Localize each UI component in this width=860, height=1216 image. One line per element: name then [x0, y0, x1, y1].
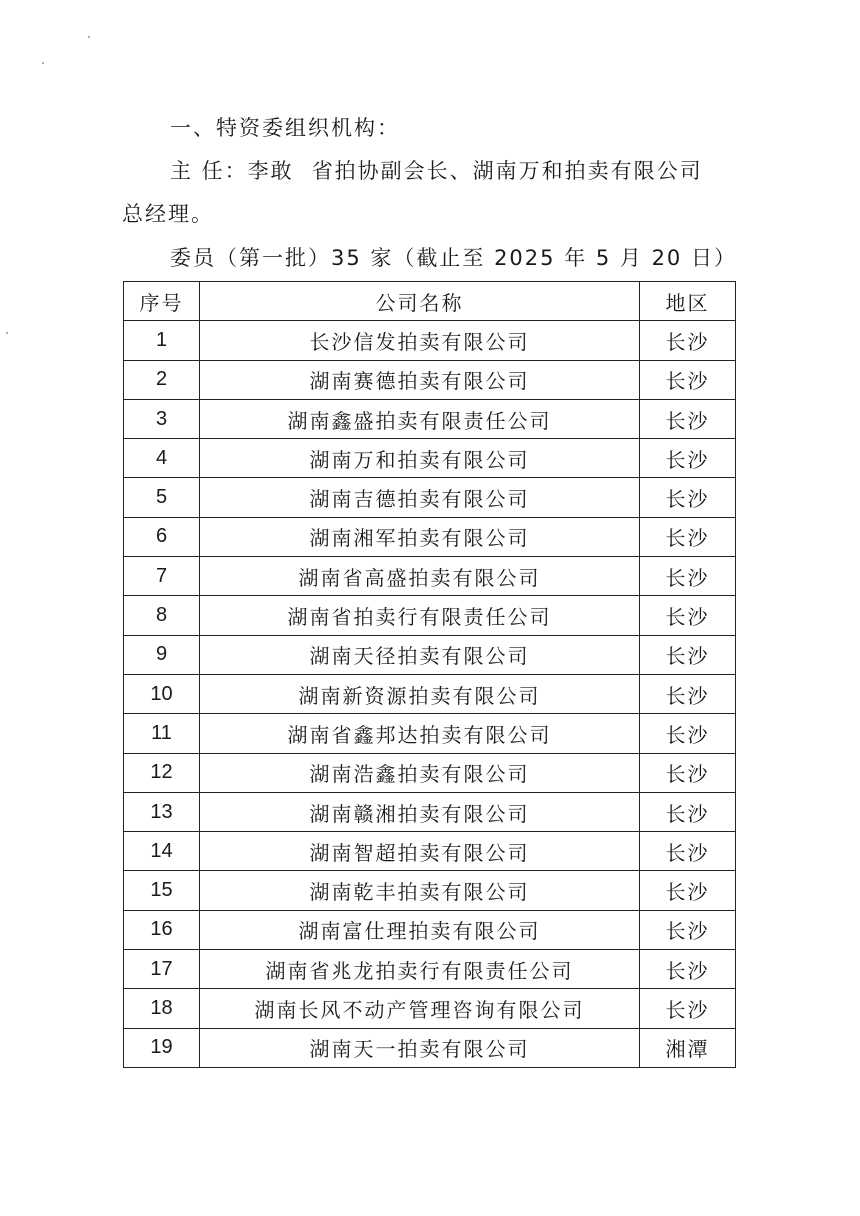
table-row: [124, 950, 736, 989]
row-company: 湖南天一拍卖有限公司: [200, 1028, 640, 1067]
table-row: [124, 989, 736, 1028]
table-row: [124, 399, 736, 438]
header-index: 序号: [124, 282, 200, 321]
table-row: [124, 792, 736, 831]
header-company: 公司名称: [200, 282, 640, 321]
row-index: 13: [124, 792, 200, 831]
table-row: [124, 596, 736, 635]
row-index: 11: [124, 714, 200, 753]
director-line: [170, 155, 703, 185]
row-company: 湖南万和拍卖有限公司: [200, 439, 640, 478]
row-company: 湖南智超拍卖有限公司: [200, 832, 640, 871]
row-index: 6: [124, 517, 200, 556]
row-index: 5: [124, 478, 200, 517]
row-company: 湖南浩鑫拍卖有限公司: [200, 753, 640, 792]
row-index: 1: [124, 321, 200, 360]
row-index: 2: [124, 360, 200, 399]
members-table: [123, 281, 736, 1068]
table-row: [124, 753, 736, 792]
row-company: 湖南吉德拍卖有限公司: [200, 478, 640, 517]
table-row: [124, 832, 736, 871]
row-company: 湖南省高盛拍卖有限公司: [200, 557, 640, 596]
row-company: 湖南鑫盛拍卖有限责任公司: [200, 399, 640, 438]
scan-speck: [42, 62, 44, 64]
row-index: 18: [124, 989, 200, 1028]
row-company: 湖南天径拍卖有限公司: [200, 635, 640, 674]
row-company: 湖南省拍卖行有限责任公司: [200, 596, 640, 635]
row-region: 长沙: [640, 674, 736, 713]
row-company: 湖南赣湘拍卖有限公司: [200, 792, 640, 831]
table-row: [124, 635, 736, 674]
scan-speck: [6, 332, 8, 334]
members-caption: 委员（第一批）35 家（截止至 2025 年 5 月 20 日）: [170, 246, 737, 270]
row-region: 长沙: [640, 596, 736, 635]
row-region: 长沙: [640, 557, 736, 596]
table-row: [124, 871, 736, 910]
row-region: 长沙: [640, 439, 736, 478]
row-company: 湖南省兆龙拍卖行有限责任公司: [200, 950, 640, 989]
row-index: 16: [124, 910, 200, 949]
table-row: [124, 517, 736, 556]
row-index: 12: [124, 753, 200, 792]
table-row: [124, 714, 736, 753]
row-index: 14: [124, 832, 200, 871]
row-region: 长沙: [640, 399, 736, 438]
row-company: 湖南新资源拍卖有限公司: [200, 674, 640, 713]
row-index: 8: [124, 596, 200, 635]
table-row: [124, 478, 736, 517]
table-row: [124, 1028, 736, 1067]
row-company: 湖南长风不动产管理咨询有限公司: [200, 989, 640, 1028]
row-region: 长沙: [640, 360, 736, 399]
row-index: 4: [124, 439, 200, 478]
table-row: [124, 439, 736, 478]
row-region: 长沙: [640, 989, 736, 1028]
header-region: 地区: [640, 282, 736, 321]
row-region: 长沙: [640, 321, 736, 360]
row-company: 湖南省鑫邦达拍卖有限公司: [200, 714, 640, 753]
row-region: 长沙: [640, 871, 736, 910]
director-desc: 省拍协副会长、湖南万和拍卖有限公司: [311, 159, 703, 183]
table-row: [124, 557, 736, 596]
row-region: 长沙: [640, 478, 736, 517]
table-header-row: [124, 282, 736, 321]
table-row: [124, 321, 736, 360]
row-region: 湘潭: [640, 1028, 736, 1067]
row-region: 长沙: [640, 792, 736, 831]
row-region: 长沙: [640, 635, 736, 674]
row-company: 湖南乾丰拍卖有限公司: [200, 871, 640, 910]
row-index: 15: [124, 871, 200, 910]
row-index: 3: [124, 399, 200, 438]
scan-speck: [88, 36, 90, 38]
row-region: 长沙: [640, 517, 736, 556]
row-index: 10: [124, 674, 200, 713]
row-region: 长沙: [640, 714, 736, 753]
row-company: 湖南富仕理拍卖有限公司: [200, 910, 640, 949]
table-row: [124, 910, 736, 949]
row-company: 湖南赛德拍卖有限公司: [200, 360, 640, 399]
row-region: 长沙: [640, 753, 736, 792]
row-index: 17: [124, 950, 200, 989]
table-row: [124, 674, 736, 713]
section-heading: 一、特资委组织机构：: [170, 116, 400, 140]
director-desc-continued: 总经理。: [122, 202, 214, 226]
row-company: 长沙信发拍卖有限公司: [200, 321, 640, 360]
director-label: 主 任：李敢: [170, 159, 294, 183]
row-region: 长沙: [640, 910, 736, 949]
row-index: 7: [124, 557, 200, 596]
row-index: 19: [124, 1028, 200, 1067]
table-row: [124, 360, 736, 399]
row-company: 湖南湘军拍卖有限公司: [200, 517, 640, 556]
row-region: 长沙: [640, 832, 736, 871]
row-region: 长沙: [640, 950, 736, 989]
row-index: 9: [124, 635, 200, 674]
